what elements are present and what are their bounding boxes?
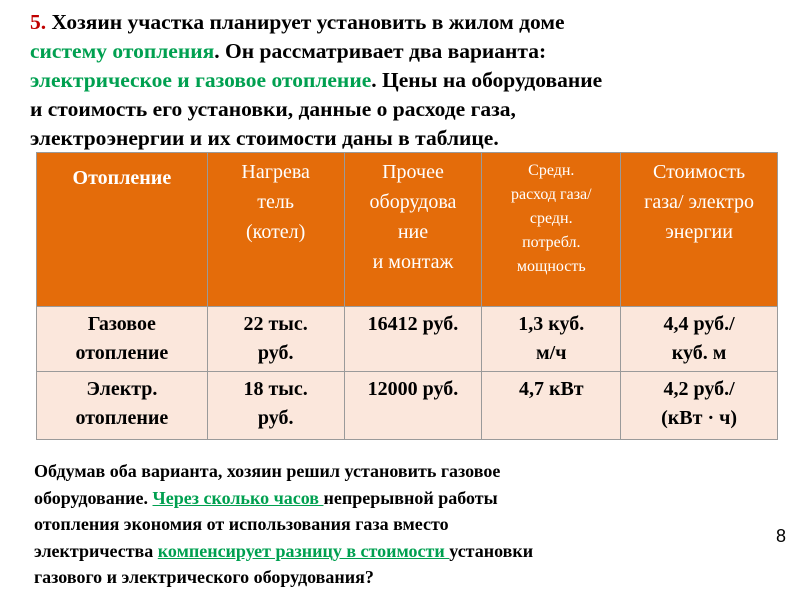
cell-heating-type: Электр. отопление xyxy=(37,372,208,440)
link-how-many-hours[interactable]: Через сколько часов xyxy=(152,487,324,508)
cell-heating-type: Газовое отопление xyxy=(37,307,208,372)
cell-consumption: 4,7 кВт xyxy=(482,372,621,440)
cell-energy-price: 4,4 руб./ куб. м xyxy=(621,307,778,372)
highlight-heating-system: систему отопления xyxy=(30,39,215,63)
cell-energy-price: 4,2 руб./ (кВт · ч) xyxy=(621,372,778,440)
cell-other-price: 12000 руб. xyxy=(344,372,482,440)
header-other-equipment: Прочее оборудова ние и монтаж xyxy=(344,153,482,307)
intro-text: и стоимость его установки, данные о расходе газа, xyxy=(30,97,516,121)
cell-heater-price: 22 тыс. руб. xyxy=(207,307,344,372)
intro-text: Хозяин участка планирует установить в жилом доме xyxy=(46,10,565,34)
question-text: Обдумав оба варианта, хозяин решил установить газовое оборудование. Через сколько часов непрерывной работы отопления экономия от использования газа вместо электричества компенсирует разницу в стоимости установки газового и электрического оборудования? xyxy=(34,461,534,587)
highlight-heating-options: электрическое и газовое отопление xyxy=(30,68,372,92)
link-compensate-difference[interactable]: компенсирует разницу в стоимости xyxy=(157,540,450,561)
table-row-gas xyxy=(37,307,778,372)
problem-number: 5. xyxy=(30,10,47,34)
intro-text: . Цены на оборудование xyxy=(371,68,603,92)
header-heating: Отопление xyxy=(37,153,208,307)
intro-text: . Он рассматривает два варианта: xyxy=(214,39,547,63)
header-price: Стоимость газа/ электро энергии xyxy=(621,153,778,307)
intro-text: электроэнергии и их стоимости даны в таблице. xyxy=(30,126,499,150)
problem-statement xyxy=(30,8,780,153)
cell-consumption: 1,3 куб. м/ч xyxy=(482,307,621,372)
cell-heater-price: 18 тыс. руб. xyxy=(207,372,344,440)
cell-other-price: 16412 руб. xyxy=(344,307,482,372)
header-consumption: Средн. расход газа/ средн. потребл. мощность xyxy=(482,153,621,307)
slide-number: 8 xyxy=(775,526,786,546)
table-row-electric xyxy=(37,372,778,440)
table-header-row xyxy=(37,153,778,307)
heating-comparison-table xyxy=(36,152,778,440)
header-heater: Нагрева тель (котел) xyxy=(207,153,344,307)
